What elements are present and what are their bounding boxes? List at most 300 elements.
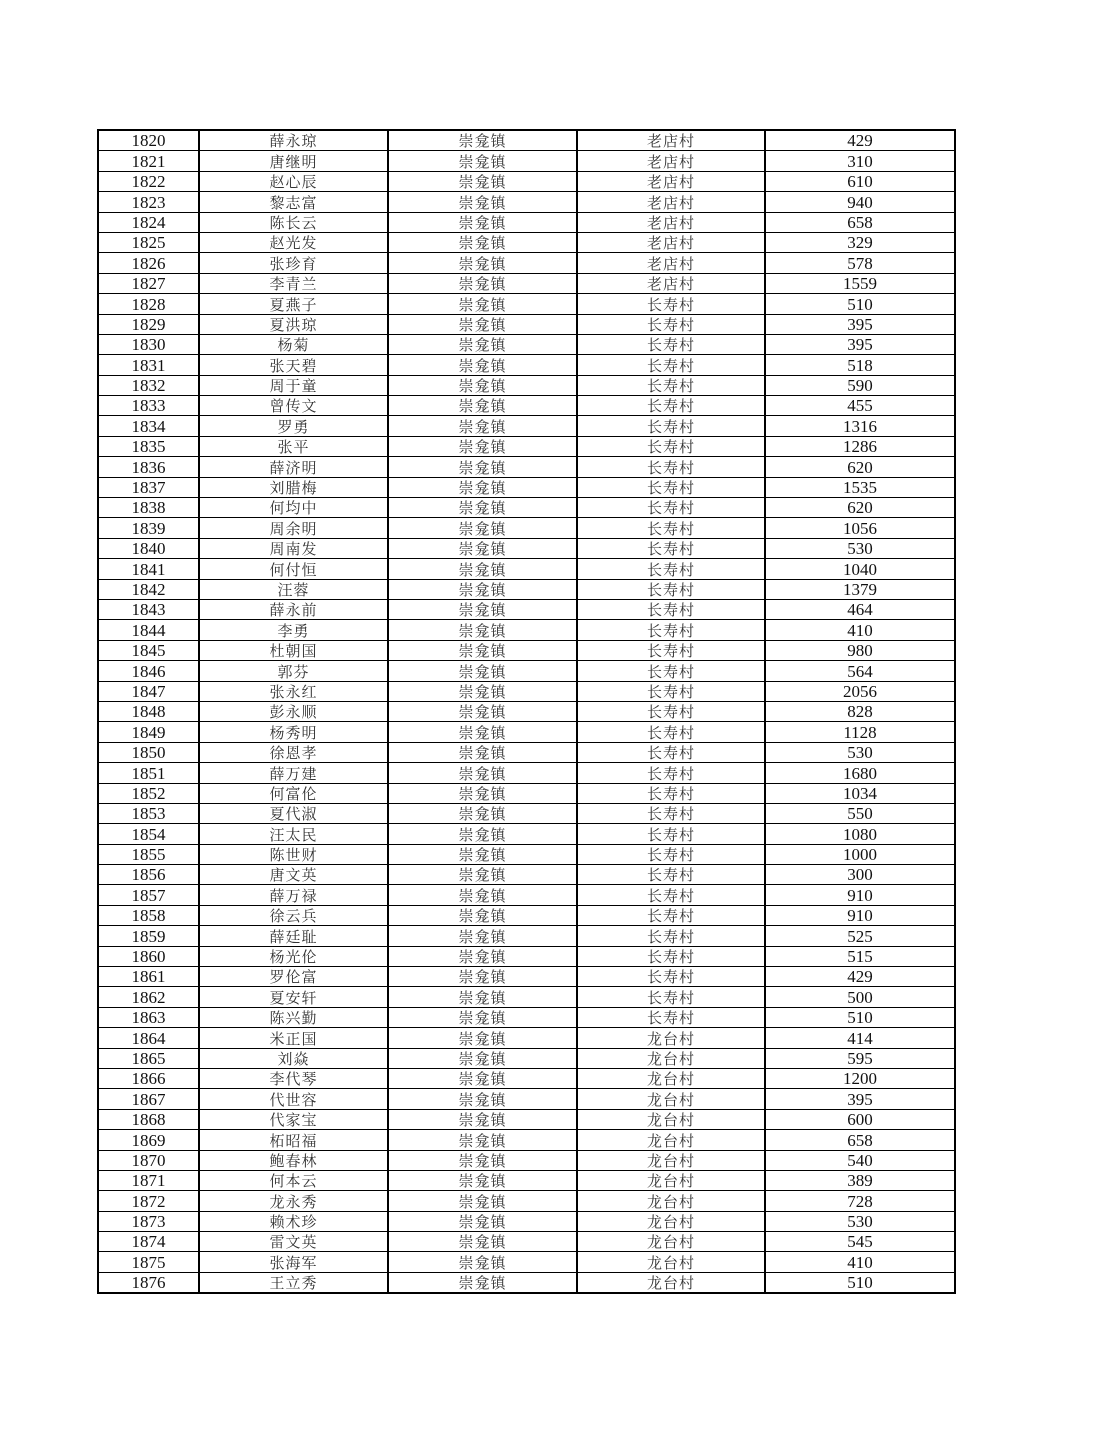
amount-cell: 600 xyxy=(765,1109,955,1129)
serial-number-cell: 1845 xyxy=(98,640,199,660)
name-cell: 薛廷耻 xyxy=(199,926,388,946)
table-row xyxy=(98,416,955,436)
serial-number-cell: 1861 xyxy=(98,967,199,987)
amount-cell: 1379 xyxy=(765,579,955,599)
town-cell: 崇龛镇 xyxy=(388,722,577,742)
village-cell: 龙台村 xyxy=(577,1170,765,1190)
amount-cell: 595 xyxy=(765,1048,955,1068)
name-cell: 薛万建 xyxy=(199,763,388,783)
amount-cell: 455 xyxy=(765,396,955,416)
name-cell: 米正国 xyxy=(199,1028,388,1048)
name-cell: 张永红 xyxy=(199,681,388,701)
amount-cell: 590 xyxy=(765,375,955,395)
town-cell: 崇龛镇 xyxy=(388,1211,577,1231)
table-row xyxy=(98,538,955,558)
amount-cell: 410 xyxy=(765,620,955,640)
amount-cell: 515 xyxy=(765,946,955,966)
amount-cell: 395 xyxy=(765,1089,955,1109)
name-cell: 曾传文 xyxy=(199,396,388,416)
serial-number-cell: 1835 xyxy=(98,436,199,456)
name-cell: 雷文英 xyxy=(199,1232,388,1252)
name-cell: 张天碧 xyxy=(199,355,388,375)
serial-number-cell: 1875 xyxy=(98,1252,199,1272)
table-row xyxy=(98,844,955,864)
table-row xyxy=(98,375,955,395)
name-cell: 罗伦富 xyxy=(199,967,388,987)
serial-number-cell: 1843 xyxy=(98,599,199,619)
table-row xyxy=(98,436,955,456)
village-cell: 老店村 xyxy=(577,212,765,232)
amount-cell: 620 xyxy=(765,498,955,518)
village-cell: 长寿村 xyxy=(577,457,765,477)
name-cell: 张海军 xyxy=(199,1252,388,1272)
table-row xyxy=(98,1232,955,1252)
name-cell: 赵光发 xyxy=(199,232,388,252)
amount-cell: 518 xyxy=(765,355,955,375)
serial-number-cell: 1852 xyxy=(98,783,199,803)
village-cell: 长寿村 xyxy=(577,926,765,946)
name-cell: 夏燕子 xyxy=(199,294,388,314)
table-row xyxy=(98,661,955,681)
name-cell: 唐继明 xyxy=(199,151,388,171)
town-cell: 崇龛镇 xyxy=(388,1028,577,1048)
name-cell: 徐云兵 xyxy=(199,905,388,925)
serial-number-cell: 1825 xyxy=(98,232,199,252)
town-cell: 崇龛镇 xyxy=(388,498,577,518)
name-cell: 杨秀明 xyxy=(199,722,388,742)
town-cell: 崇龛镇 xyxy=(388,212,577,232)
name-cell: 薛永前 xyxy=(199,599,388,619)
table-row xyxy=(98,783,955,803)
table-row xyxy=(98,498,955,518)
serial-number-cell: 1876 xyxy=(98,1272,199,1293)
amount-cell: 1559 xyxy=(765,273,955,293)
village-cell: 长寿村 xyxy=(577,477,765,497)
table-row xyxy=(98,865,955,885)
amount-cell: 1000 xyxy=(765,844,955,864)
town-cell: 崇龛镇 xyxy=(388,416,577,436)
table-row xyxy=(98,232,955,252)
name-cell: 汪太民 xyxy=(199,824,388,844)
data-table xyxy=(97,129,956,1294)
name-cell: 刘腊梅 xyxy=(199,477,388,497)
serial-number-cell: 1839 xyxy=(98,518,199,538)
serial-number-cell: 1836 xyxy=(98,457,199,477)
name-cell: 赵心辰 xyxy=(199,171,388,191)
village-cell: 长寿村 xyxy=(577,498,765,518)
table-row xyxy=(98,701,955,721)
amount-cell: 1040 xyxy=(765,559,955,579)
serial-number-cell: 1828 xyxy=(98,294,199,314)
village-cell: 龙台村 xyxy=(577,1211,765,1231)
table-row xyxy=(98,477,955,497)
town-cell: 崇龛镇 xyxy=(388,314,577,334)
village-cell: 长寿村 xyxy=(577,518,765,538)
name-cell: 李勇 xyxy=(199,620,388,640)
village-cell: 长寿村 xyxy=(577,885,765,905)
name-cell: 薛济明 xyxy=(199,457,388,477)
serial-number-cell: 1822 xyxy=(98,171,199,191)
amount-cell: 1080 xyxy=(765,824,955,844)
amount-cell: 464 xyxy=(765,599,955,619)
name-cell: 陈世财 xyxy=(199,844,388,864)
table-row xyxy=(98,1170,955,1190)
town-cell: 崇龛镇 xyxy=(388,1191,577,1211)
amount-cell: 1680 xyxy=(765,763,955,783)
town-cell: 崇龛镇 xyxy=(388,294,577,314)
town-cell: 崇龛镇 xyxy=(388,334,577,354)
table-row xyxy=(98,396,955,416)
table-row xyxy=(98,640,955,660)
village-cell: 长寿村 xyxy=(577,334,765,354)
table-row xyxy=(98,273,955,293)
village-cell: 龙台村 xyxy=(577,1089,765,1109)
table-row xyxy=(98,334,955,354)
serial-number-cell: 1868 xyxy=(98,1109,199,1129)
village-cell: 龙台村 xyxy=(577,1130,765,1150)
name-cell: 李代琴 xyxy=(199,1068,388,1088)
table-row xyxy=(98,559,955,579)
village-cell: 长寿村 xyxy=(577,661,765,681)
serial-number-cell: 1844 xyxy=(98,620,199,640)
town-cell: 崇龛镇 xyxy=(388,130,577,151)
table-row xyxy=(98,253,955,273)
name-cell: 夏安轩 xyxy=(199,987,388,1007)
amount-cell: 828 xyxy=(765,701,955,721)
amount-cell: 395 xyxy=(765,314,955,334)
village-cell: 长寿村 xyxy=(577,620,765,640)
serial-number-cell: 1871 xyxy=(98,1170,199,1190)
village-cell: 长寿村 xyxy=(577,824,765,844)
table-row xyxy=(98,926,955,946)
serial-number-cell: 1870 xyxy=(98,1150,199,1170)
table-row xyxy=(98,518,955,538)
amount-cell: 530 xyxy=(765,742,955,762)
serial-number-cell: 1855 xyxy=(98,844,199,864)
town-cell: 崇龛镇 xyxy=(388,844,577,864)
village-cell: 龙台村 xyxy=(577,1191,765,1211)
serial-number-cell: 1850 xyxy=(98,742,199,762)
table-row xyxy=(98,1252,955,1272)
town-cell: 崇龛镇 xyxy=(388,253,577,273)
serial-number-cell: 1872 xyxy=(98,1191,199,1211)
town-cell: 崇龛镇 xyxy=(388,151,577,171)
village-cell: 老店村 xyxy=(577,253,765,273)
serial-number-cell: 1856 xyxy=(98,865,199,885)
amount-cell: 980 xyxy=(765,640,955,660)
serial-number-cell: 1847 xyxy=(98,681,199,701)
serial-number-cell: 1863 xyxy=(98,1007,199,1027)
amount-cell: 1056 xyxy=(765,518,955,538)
village-cell: 长寿村 xyxy=(577,436,765,456)
town-cell: 崇龛镇 xyxy=(388,273,577,293)
name-cell: 刘焱 xyxy=(199,1048,388,1068)
village-cell: 长寿村 xyxy=(577,396,765,416)
village-cell: 长寿村 xyxy=(577,844,765,864)
village-cell: 长寿村 xyxy=(577,681,765,701)
amount-cell: 940 xyxy=(765,192,955,212)
town-cell: 崇龛镇 xyxy=(388,538,577,558)
amount-cell: 389 xyxy=(765,1170,955,1190)
serial-number-cell: 1851 xyxy=(98,763,199,783)
name-cell: 何本云 xyxy=(199,1170,388,1190)
serial-number-cell: 1854 xyxy=(98,824,199,844)
amount-cell: 1316 xyxy=(765,416,955,436)
town-cell: 崇龛镇 xyxy=(388,375,577,395)
village-cell: 老店村 xyxy=(577,171,765,191)
name-cell: 夏代淑 xyxy=(199,803,388,823)
table-row xyxy=(98,1211,955,1231)
name-cell: 郭芬 xyxy=(199,661,388,681)
town-cell: 崇龛镇 xyxy=(388,599,577,619)
town-cell: 崇龛镇 xyxy=(388,1252,577,1272)
serial-number-cell: 1869 xyxy=(98,1130,199,1150)
serial-number-cell: 1859 xyxy=(98,926,199,946)
town-cell: 崇龛镇 xyxy=(388,1007,577,1027)
amount-cell: 300 xyxy=(765,865,955,885)
serial-number-cell: 1827 xyxy=(98,273,199,293)
table-row xyxy=(98,885,955,905)
table-row xyxy=(98,1007,955,1027)
amount-cell: 658 xyxy=(765,212,955,232)
table-row xyxy=(98,171,955,191)
amount-cell: 550 xyxy=(765,803,955,823)
village-cell: 龙台村 xyxy=(577,1150,765,1170)
amount-cell: 620 xyxy=(765,457,955,477)
table-row xyxy=(98,1272,955,1293)
table-row xyxy=(98,1089,955,1109)
town-cell: 崇龛镇 xyxy=(388,1130,577,1150)
town-cell: 崇龛镇 xyxy=(388,1272,577,1293)
amount-cell: 1128 xyxy=(765,722,955,742)
table-row xyxy=(98,579,955,599)
town-cell: 崇龛镇 xyxy=(388,1150,577,1170)
town-cell: 崇龛镇 xyxy=(388,967,577,987)
town-cell: 崇龛镇 xyxy=(388,681,577,701)
name-cell: 薛永琼 xyxy=(199,130,388,151)
serial-number-cell: 1857 xyxy=(98,885,199,905)
table-row xyxy=(98,824,955,844)
table-row xyxy=(98,1028,955,1048)
town-cell: 崇龛镇 xyxy=(388,559,577,579)
village-cell: 龙台村 xyxy=(577,1109,765,1129)
amount-cell: 910 xyxy=(765,905,955,925)
name-cell: 罗勇 xyxy=(199,416,388,436)
amount-cell: 1200 xyxy=(765,1068,955,1088)
serial-number-cell: 1864 xyxy=(98,1028,199,1048)
amount-cell: 410 xyxy=(765,1252,955,1272)
amount-cell: 578 xyxy=(765,253,955,273)
name-cell: 代家宝 xyxy=(199,1109,388,1129)
table-row xyxy=(98,355,955,375)
name-cell: 赖术珍 xyxy=(199,1211,388,1231)
village-cell: 长寿村 xyxy=(577,538,765,558)
town-cell: 崇龛镇 xyxy=(388,1068,577,1088)
town-cell: 崇龛镇 xyxy=(388,171,577,191)
table-row xyxy=(98,1109,955,1129)
serial-number-cell: 1837 xyxy=(98,477,199,497)
serial-number-cell: 1866 xyxy=(98,1068,199,1088)
serial-number-cell: 1833 xyxy=(98,396,199,416)
name-cell: 鲍春林 xyxy=(199,1150,388,1170)
name-cell: 薛万禄 xyxy=(199,885,388,905)
amount-cell: 2056 xyxy=(765,681,955,701)
serial-number-cell: 1873 xyxy=(98,1211,199,1231)
amount-cell: 564 xyxy=(765,661,955,681)
village-cell: 老店村 xyxy=(577,151,765,171)
amount-cell: 510 xyxy=(765,1272,955,1293)
amount-cell: 610 xyxy=(765,171,955,191)
name-cell: 李青兰 xyxy=(199,273,388,293)
town-cell: 崇龛镇 xyxy=(388,701,577,721)
village-cell: 长寿村 xyxy=(577,375,765,395)
village-cell: 长寿村 xyxy=(577,355,765,375)
village-cell: 长寿村 xyxy=(577,783,765,803)
serial-number-cell: 1860 xyxy=(98,946,199,966)
table-row xyxy=(98,620,955,640)
table-row xyxy=(98,192,955,212)
village-cell: 长寿村 xyxy=(577,967,765,987)
village-cell: 龙台村 xyxy=(577,1068,765,1088)
town-cell: 崇龛镇 xyxy=(388,1048,577,1068)
amount-cell: 658 xyxy=(765,1130,955,1150)
serial-number-cell: 1838 xyxy=(98,498,199,518)
name-cell: 汪蓉 xyxy=(199,579,388,599)
table-row xyxy=(98,294,955,314)
table-row xyxy=(98,763,955,783)
amount-cell: 510 xyxy=(765,1007,955,1027)
table-row xyxy=(98,151,955,171)
town-cell: 崇龛镇 xyxy=(388,946,577,966)
village-cell: 龙台村 xyxy=(577,1252,765,1272)
town-cell: 崇龛镇 xyxy=(388,457,577,477)
town-cell: 崇龛镇 xyxy=(388,518,577,538)
serial-number-cell: 1821 xyxy=(98,151,199,171)
village-cell: 长寿村 xyxy=(577,314,765,334)
table-row xyxy=(98,967,955,987)
name-cell: 柘昭福 xyxy=(199,1130,388,1150)
serial-number-cell: 1846 xyxy=(98,661,199,681)
table-row xyxy=(98,457,955,477)
serial-number-cell: 1849 xyxy=(98,722,199,742)
name-cell: 彭永顺 xyxy=(199,701,388,721)
village-cell: 老店村 xyxy=(577,192,765,212)
table-row xyxy=(98,212,955,232)
amount-cell: 1034 xyxy=(765,783,955,803)
town-cell: 崇龛镇 xyxy=(388,1170,577,1190)
amount-cell: 429 xyxy=(765,967,955,987)
serial-number-cell: 1842 xyxy=(98,579,199,599)
name-cell: 夏洪琼 xyxy=(199,314,388,334)
name-cell: 唐文英 xyxy=(199,865,388,885)
village-cell: 长寿村 xyxy=(577,905,765,925)
town-cell: 崇龛镇 xyxy=(388,742,577,762)
amount-cell: 545 xyxy=(765,1232,955,1252)
village-cell: 长寿村 xyxy=(577,865,765,885)
village-cell: 老店村 xyxy=(577,232,765,252)
serial-number-cell: 1834 xyxy=(98,416,199,436)
name-cell: 龙永秀 xyxy=(199,1191,388,1211)
name-cell: 张珍育 xyxy=(199,253,388,273)
name-cell: 陈长云 xyxy=(199,212,388,232)
amount-cell: 500 xyxy=(765,987,955,1007)
town-cell: 崇龛镇 xyxy=(388,1089,577,1109)
table-row xyxy=(98,722,955,742)
serial-number-cell: 1862 xyxy=(98,987,199,1007)
village-cell: 长寿村 xyxy=(577,987,765,1007)
table-row xyxy=(98,803,955,823)
serial-number-cell: 1829 xyxy=(98,314,199,334)
town-cell: 崇龛镇 xyxy=(388,661,577,681)
town-cell: 崇龛镇 xyxy=(388,436,577,456)
serial-number-cell: 1832 xyxy=(98,375,199,395)
name-cell: 杨菊 xyxy=(199,334,388,354)
table-row xyxy=(98,130,955,151)
town-cell: 崇龛镇 xyxy=(388,783,577,803)
serial-number-cell: 1874 xyxy=(98,1232,199,1252)
serial-number-cell: 1858 xyxy=(98,905,199,925)
amount-cell: 414 xyxy=(765,1028,955,1048)
village-cell: 长寿村 xyxy=(577,559,765,579)
town-cell: 崇龛镇 xyxy=(388,640,577,660)
serial-number-cell: 1865 xyxy=(98,1048,199,1068)
amount-cell: 329 xyxy=(765,232,955,252)
table-row xyxy=(98,946,955,966)
village-cell: 龙台村 xyxy=(577,1272,765,1293)
amount-cell: 429 xyxy=(765,130,955,151)
village-cell: 老店村 xyxy=(577,273,765,293)
serial-number-cell: 1840 xyxy=(98,538,199,558)
table-row xyxy=(98,1130,955,1150)
village-cell: 长寿村 xyxy=(577,763,765,783)
name-cell: 周余明 xyxy=(199,518,388,538)
town-cell: 崇龛镇 xyxy=(388,885,577,905)
village-cell: 长寿村 xyxy=(577,742,765,762)
serial-number-cell: 1853 xyxy=(98,803,199,823)
town-cell: 崇龛镇 xyxy=(388,865,577,885)
village-cell: 长寿村 xyxy=(577,1007,765,1027)
name-cell: 张平 xyxy=(199,436,388,456)
name-cell: 何富伦 xyxy=(199,783,388,803)
town-cell: 崇龛镇 xyxy=(388,579,577,599)
amount-cell: 530 xyxy=(765,1211,955,1231)
serial-number-cell: 1824 xyxy=(98,212,199,232)
table-row xyxy=(98,742,955,762)
town-cell: 崇龛镇 xyxy=(388,192,577,212)
name-cell: 何均中 xyxy=(199,498,388,518)
town-cell: 崇龛镇 xyxy=(388,987,577,1007)
table-row xyxy=(98,1150,955,1170)
amount-cell: 530 xyxy=(765,538,955,558)
name-cell: 代世容 xyxy=(199,1089,388,1109)
amount-cell: 910 xyxy=(765,885,955,905)
town-cell: 崇龛镇 xyxy=(388,803,577,823)
village-cell: 长寿村 xyxy=(577,579,765,599)
table-row xyxy=(98,905,955,925)
village-cell: 长寿村 xyxy=(577,946,765,966)
name-cell: 周于童 xyxy=(199,375,388,395)
table-body xyxy=(98,130,955,1293)
village-cell: 长寿村 xyxy=(577,416,765,436)
town-cell: 崇龛镇 xyxy=(388,355,577,375)
town-cell: 崇龛镇 xyxy=(388,477,577,497)
name-cell: 黎志富 xyxy=(199,192,388,212)
name-cell: 王立秀 xyxy=(199,1272,388,1293)
serial-number-cell: 1841 xyxy=(98,559,199,579)
table-row xyxy=(98,1048,955,1068)
village-cell: 长寿村 xyxy=(577,722,765,742)
village-cell: 长寿村 xyxy=(577,294,765,314)
